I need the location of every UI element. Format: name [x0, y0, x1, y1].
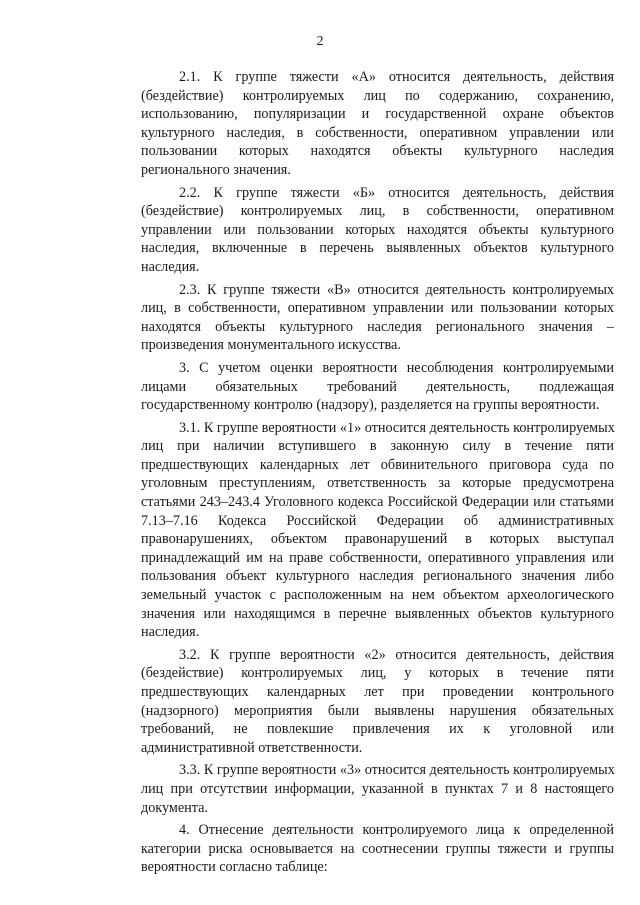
text-line: правонарушениях, объектом правонарушений в которых выступал	[141, 531, 614, 548]
paragraph-p3-1	[103, 419, 614, 642]
text-line: управлении или пользовании которых находятся объекты культурного	[141, 221, 614, 238]
text-line: лиц при наличии вступившего в законную силу в течение пяти	[141, 438, 614, 455]
document-body	[103, 68, 614, 881]
text-line: пользовании которых находятся объекты культурного наследия	[141, 143, 614, 160]
text-line: предшествующих календарных лет обвинительного приговора суда по	[141, 456, 614, 473]
text-line: культурного наследия, в собственности, оперативном управлении или	[141, 124, 614, 141]
text-line: 3. С учетом оценки вероятности несоблюдения контролируемыми	[179, 359, 614, 376]
text-line: наследия.	[141, 624, 200, 641]
text-line: вероятности согласно таблице:	[141, 859, 328, 876]
text-line: (бездействие) контролируемых лиц по содержанию, сохранению,	[141, 87, 614, 104]
text-line: пользования объект культурного наследия регионального значения либо	[141, 568, 614, 585]
paragraph-p3	[103, 359, 614, 415]
text-line: 4. Отнесение деятельности контролируемого лица к определенной	[179, 822, 614, 839]
text-line: принадлежащий им на праве собственности, оперативного управления или	[141, 549, 614, 566]
text-line: 2.1. К группе тяжести «А» относится деятельность, действия	[179, 69, 614, 85]
text-line: статьями 243–243.4 Уголовного кодекса Российской Федерации или статьями	[141, 494, 614, 511]
text-line: находятся объекты культурного наследия регионального значения –	[141, 318, 614, 335]
text-line: наследия.	[141, 258, 200, 275]
text-line: лицами обязательных требований деятельность, подлежащая	[141, 378, 614, 395]
text-line: регионального значения.	[141, 161, 291, 178]
text-line: 3.2. К группе вероятности «2» относится деятельность, действия	[179, 646, 614, 663]
text-line: лиц при отсутствии информации, указанной в пунктах 7 и 8 настоящего	[141, 780, 614, 797]
page-number: 2	[316, 34, 324, 49]
text-line: 2.2. К группе тяжести «Б» относится деятельность, действия	[179, 184, 614, 201]
text-line: категории риска основывается на соотнесении группы тяжести и группы	[141, 840, 614, 857]
text-line: использованию, популяризации и государственной охране объектов	[141, 106, 614, 123]
paragraph-p3-3	[103, 761, 614, 817]
paragraph-p2-2	[103, 184, 614, 277]
text-line: 3.3. К группе вероятности «3» относится деятельность контролируемых	[179, 762, 615, 779]
text-line: земельный участок с расположенным на нем объектом археологического	[141, 587, 614, 604]
text-line: (бездействие) контролируемых лиц, в собственности, оперативном	[141, 203, 614, 220]
text-line: лиц, в собственности, оперативном управлении или пользовании которых	[141, 300, 614, 317]
text-line: государственному контролю (надзору), разделяется на группы вероятности.	[141, 397, 600, 414]
text-line: требований, не повлекшие привлечения их к уголовной или	[141, 721, 614, 738]
text-line: административной ответственности.	[141, 739, 363, 756]
text-line: (надзорного) мероприятия были выявлены нарушения обязательных	[141, 702, 614, 719]
text-line: 3.1. К группе вероятности «1» относится деятельность контролируемых	[179, 419, 615, 436]
text-line: наследия, включенные в перечень выявленных объектов культурного	[141, 240, 614, 257]
paragraph-p2-1	[103, 68, 614, 180]
text-line: документа.	[141, 799, 208, 816]
paragraph-p4	[103, 821, 614, 877]
text-line: значения или находящимся в перечне выявленных объектов культурного	[141, 605, 614, 622]
text-line: (бездействие) контролируемых лиц, у которых в течение пяти	[141, 665, 614, 682]
text-line: 2.3. К группе тяжести «В» относится деятельность контролируемых	[179, 281, 614, 298]
paragraph-p3-2	[103, 646, 614, 758]
text-line: предшествующих календарных лет при проведении контрольного	[141, 684, 614, 700]
text-line: уголовным преступлениям, ответственность за которые предусмотрена	[141, 475, 614, 492]
text-line: 7.13–7.16 Кодекса Российской Федерации об административных	[141, 512, 614, 529]
text-line: произведения монументального искусства.	[141, 337, 401, 354]
paragraph-p2-3	[103, 281, 614, 355]
